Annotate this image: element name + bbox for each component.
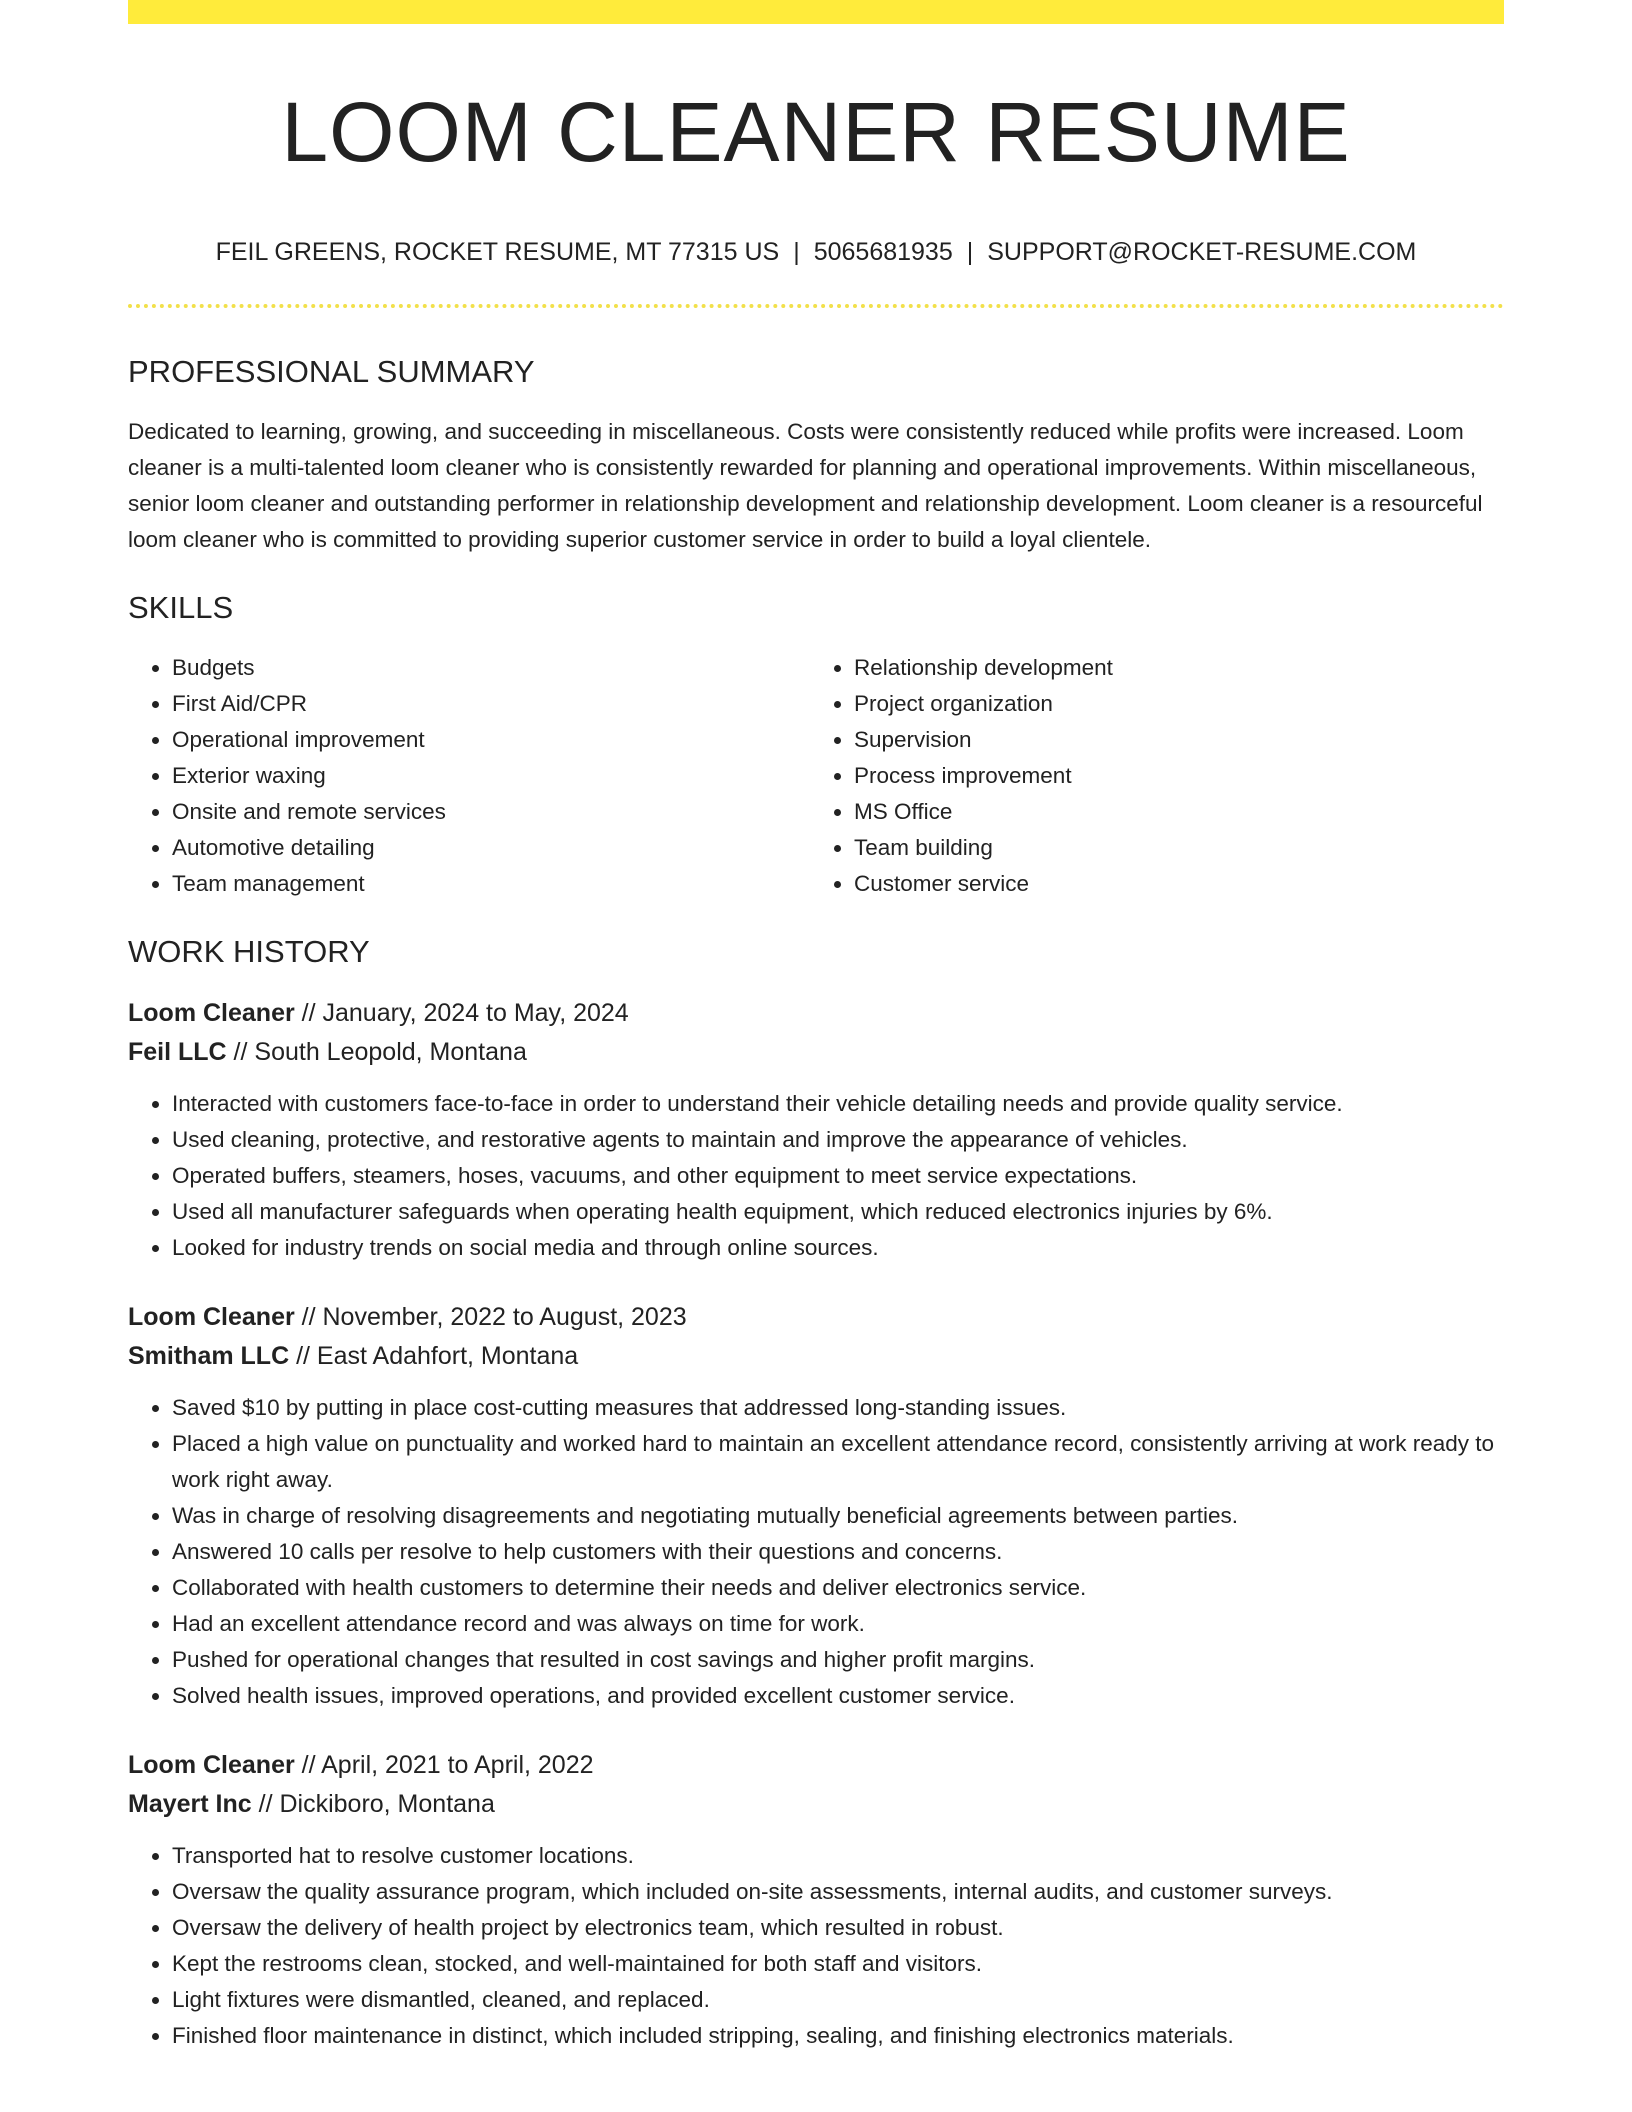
- job-bullet: • Finished floor maintenance in distinct, which included stripping, sealing, and finishing electronics materials.: [172, 2018, 1504, 2054]
- skills-heading: SKILLS: [128, 590, 234, 625]
- job-dates: April, 2021 to April, 2022: [321, 1751, 594, 1779]
- skill-item: • Process improvement: [854, 758, 1488, 794]
- job-bullet: • Oversaw the quality assurance program, which included on-site assessments, internal audits, and customer surveys.: [172, 1874, 1504, 1910]
- skill-item: • First Aid/CPR: [172, 686, 806, 722]
- job-location: Dickiboro, Montana: [279, 1790, 495, 1818]
- job-bullet: • Solved health issues, improved operations, and provided excellent customer service.: [172, 1678, 1504, 1714]
- job-entry: [128, 1298, 1504, 1714]
- job-bullet: • Used all manufacturer safeguards when operating health equipment, which reduced electronics injuries by 6%.: [172, 1194, 1504, 1230]
- contact-separator: |: [793, 238, 800, 266]
- skills-list: [128, 650, 1504, 902]
- job-company-line: [128, 1337, 1504, 1376]
- job-bullet: • Light fixtures were dismantled, cleaned, and replaced.: [172, 1982, 1504, 2018]
- job-separator: //: [294, 1303, 323, 1331]
- summary-heading: PROFESSIONAL SUMMARY: [128, 354, 535, 389]
- job-bullets: [128, 1838, 1504, 2054]
- skills-column-left: [128, 650, 806, 902]
- contact-line: [128, 236, 1504, 268]
- job-bullet: • Used cleaning, protective, and restorative agents to maintain and improve the appearance of vehicles.: [172, 1122, 1504, 1158]
- job-bullet: • Interacted with customers face-to-face in order to understand their vehicle detailing needs and provide quality service.: [172, 1086, 1504, 1122]
- job-entry: [128, 994, 1504, 1266]
- job-company: Mayert Inc: [128, 1790, 252, 1818]
- skill-item: • Budgets: [172, 650, 806, 686]
- skill-item: • Exterior waxing: [172, 758, 806, 794]
- job-separator: //: [226, 1038, 255, 1066]
- job-separator: //: [251, 1790, 280, 1818]
- job-bullets: [128, 1086, 1504, 1266]
- contact-phone: 5065681935: [813, 238, 953, 266]
- job-company: Feil LLC: [128, 1038, 227, 1066]
- job-role: Loom Cleaner: [128, 999, 295, 1027]
- job-bullet: • Looked for industry trends on social media and through online sources.: [172, 1230, 1504, 1266]
- skill-item: • Relationship development: [854, 650, 1488, 686]
- skill-item: • Customer service: [854, 866, 1488, 902]
- resume-page: [128, 0, 1504, 2054]
- job-entry: [128, 1746, 1504, 2054]
- job-role-line: [128, 994, 1504, 1033]
- skill-item: • Supervision: [854, 722, 1488, 758]
- job-role-line: [128, 1746, 1504, 1785]
- job-bullet: • Oversaw the delivery of health project by electronics team, which resulted in robust.: [172, 1910, 1504, 1946]
- job-bullet: • Pushed for operational changes that resulted in cost savings and higher profit margins.: [172, 1642, 1504, 1678]
- job-bullet: • Placed a high value on punctuality and worked hard to maintain an excellent attendance record, consistently arriving at work ready to work right away.: [172, 1426, 1504, 1498]
- job-bullet: • Answered 10 calls per resolve to help customers with their questions and concerns.: [172, 1534, 1504, 1570]
- job-separator: //: [294, 999, 323, 1027]
- job-company: Smitham LLC: [128, 1342, 290, 1370]
- skills-column-right: [806, 650, 1488, 902]
- job-company-line: [128, 1785, 1504, 1824]
- resume-title: LOOM CLEANER RESUME: [281, 85, 1351, 179]
- skill-item: • Automotive detailing: [172, 830, 806, 866]
- job-dates: November, 2022 to August, 2023: [322, 1303, 687, 1331]
- skill-item: • Team management: [172, 866, 806, 902]
- job-role-line: [128, 1298, 1504, 1337]
- job-bullet: • Operated buffers, steamers, hoses, vacuums, and other equipment to meet service expectations.: [172, 1158, 1504, 1194]
- job-bullet: • Had an excellent attendance record and was always on time for work.: [172, 1606, 1504, 1642]
- job-location: East Adahfort, Montana: [316, 1342, 579, 1370]
- job-location: South Leopold, Montana: [254, 1038, 527, 1066]
- job-role: Loom Cleaner: [128, 1303, 295, 1331]
- job-bullet: • Was in charge of resolving disagreements and negotiating mutually beneficial agreements between parties.: [172, 1498, 1504, 1534]
- job-dates: January, 2024 to May, 2024: [322, 999, 629, 1027]
- skill-item: • Project organization: [854, 686, 1488, 722]
- job-separator: //: [294, 1751, 322, 1779]
- job-role: Loom Cleaner: [128, 1751, 295, 1779]
- job-company-line: [128, 1033, 1504, 1072]
- job-bullet: • Collaborated with health customers to determine their needs and deliver electronics service.: [172, 1570, 1504, 1606]
- job-separator: //: [289, 1342, 317, 1370]
- dotted-divider: [128, 304, 1504, 308]
- job-bullet: • Kept the restrooms clean, stocked, and well-maintained for both staff and visitors.: [172, 1946, 1504, 1982]
- skill-item: • Onsite and remote services: [172, 794, 806, 830]
- skill-item: • Operational improvement: [172, 722, 806, 758]
- job-bullets: [128, 1390, 1504, 1714]
- job-bullet: • Transported hat to resolve customer locations.: [172, 1838, 1504, 1874]
- work-history-heading: WORK HISTORY: [128, 934, 370, 969]
- contact-separator: |: [966, 238, 974, 266]
- skill-item: • MS Office: [854, 794, 1488, 830]
- accent-bar: [128, 0, 1504, 24]
- summary-text: Dedicated to learning, growing, and succeeding in miscellaneous. Costs were consistently reduced while profits were increased. Loom cleaner is a multi-talented loom cleaner who is consistently rewarded for planning and operational improvements. Within miscellaneous, senior loom cleaner and outstanding performer in relationship development and relationship development. Loom cleaner is a resourceful loom cleaner who is committed to providing superior customer service in order to build a loyal clientele.: [128, 419, 1483, 552]
- skill-item: • Team building: [854, 830, 1488, 866]
- contact-email: SUPPORT@ROCKET-RESUME.COM: [987, 238, 1417, 266]
- job-bullet: • Saved $10 by putting in place cost-cutting measures that addressed long-standing issues.: [172, 1390, 1504, 1426]
- contact-address: FEIL GREENS, ROCKET RESUME, MT 77315 US: [215, 238, 780, 266]
